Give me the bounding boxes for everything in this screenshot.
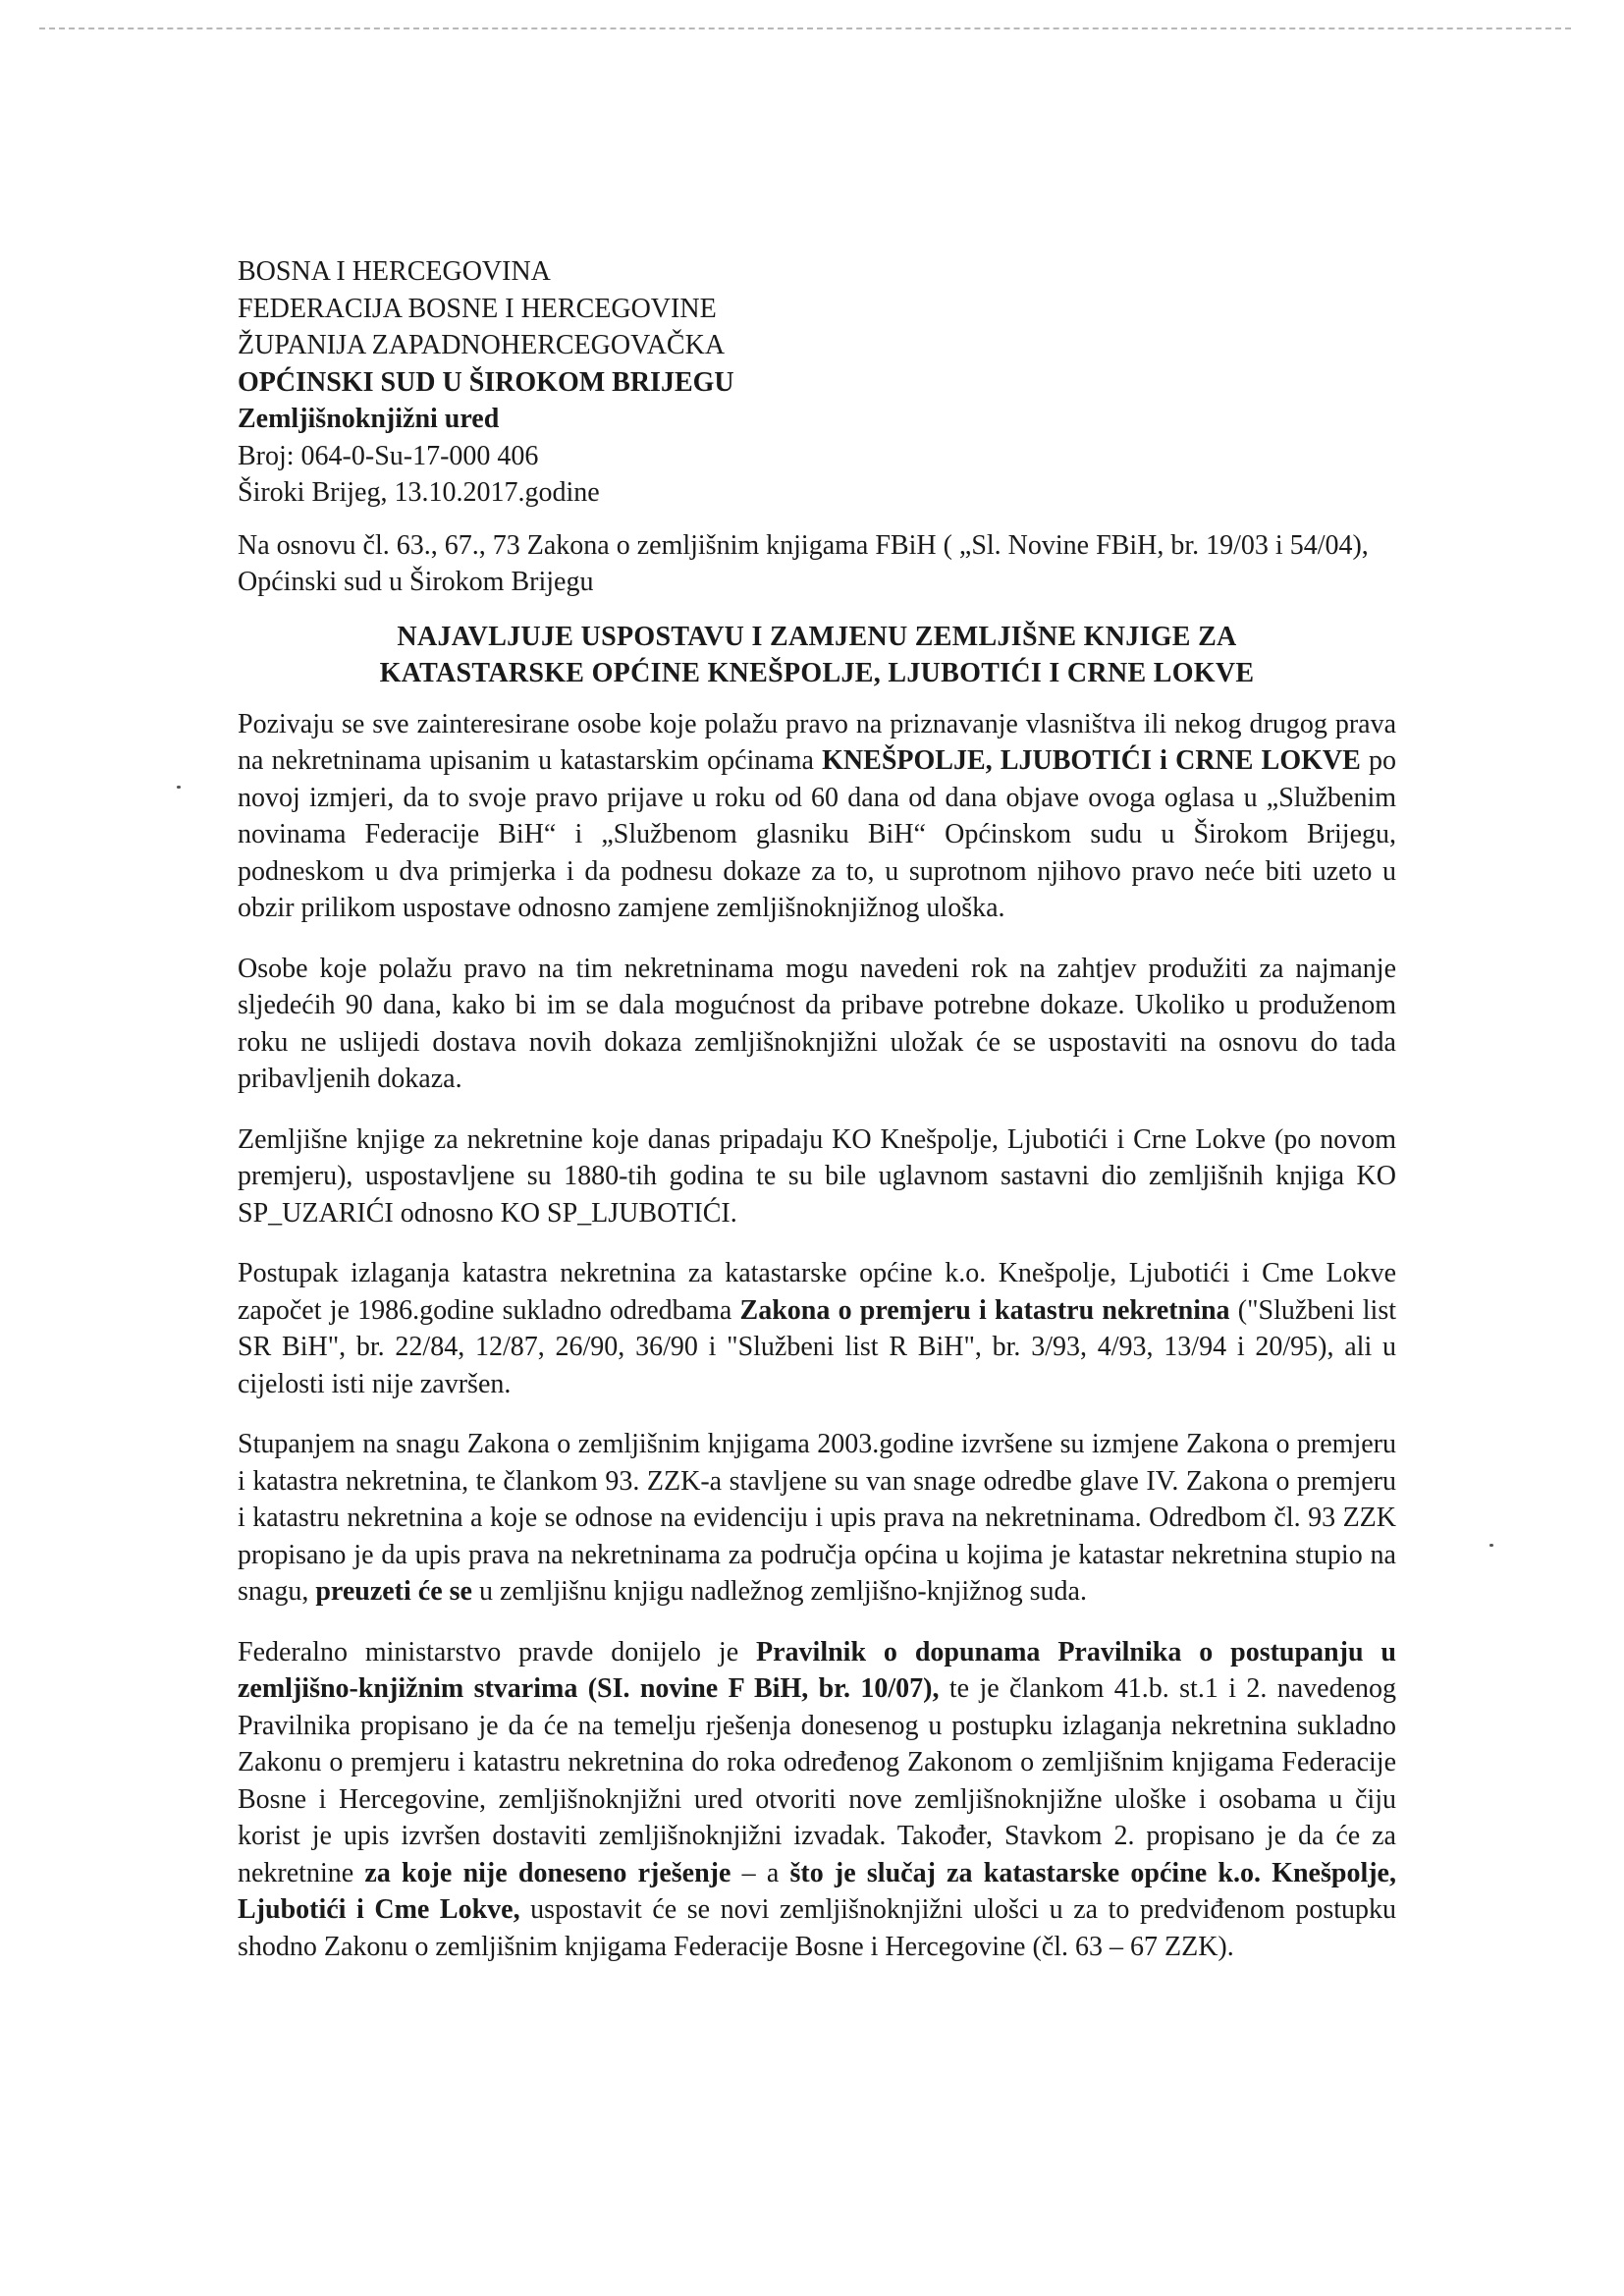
header-case-number: Broj: 064-0-Su-17-000 406 — [238, 440, 539, 471]
header-country: BOSNA I HERCEGOVINA — [238, 256, 551, 287]
scan-speck — [1489, 1544, 1493, 1547]
header-court: OPĆINSKI SUD U ŠIROKOM BRIJEGU — [238, 366, 734, 398]
p4-text-a: Postupak izlaganja katastra nekretnina za katastarske općine k.o. Knešpolje, Ljubotići i Cme Lokve započet je 1986.godine sukladno odredbama — [238, 1258, 1396, 1326]
p6-text-c: te je člankom 41.b. st.1 i 2. navedenog Pravilnika propisano je da će na temelju rješenja donesenog u postupku izlaganja nekretnina sukladno Zakonu o premjeru i katastru nekretnina do roka određenog Zakonom o zemljišnim knjigama Federacije Bosne i Hercegovine, zemljišnoknjižni ured otvoriti nove zemljišnoknjižne uloške i osobama u čiju korist je upis izvršen dostaviti zemljišnoknjižni izvadak. Također, Stavkom 2. propisano je da će za nekretnine — [238, 1673, 1396, 1888]
p5-emphasis: preuzeti će se — [315, 1576, 472, 1607]
header-federation: FEDERACIJA BOSNE I HERCEGOVINE — [238, 293, 717, 324]
p1-text-c: po novoj izmjeri, da to svoje pravo prijave u roku od 60 dana od dana objave ovoga oglasa u „Službenim novinama Federacije BiH“ i „Službenom glasniku BiH“ Općinskom sudu u Širokom Brijegu, podneskom u dva primjerka i da podnesu dokaze za to, u suprotnom njihovo pravo neće biti uzeto u obzir prilikom uspostave odnosno zamjene zemljišnoknjižnog uloška. — [238, 745, 1397, 923]
p4-text-c: ("Službeni list SR BiH", br. 22/84, 12/87, 26/90, 36/90 i "Službeni list R BiH", br. 3/93, 4/93, 13/94 i 20/95), ali u cijelosti isti nije završen. — [238, 1294, 1396, 1399]
p1-text-a: Pozivaju se sve zainteresirane osobe koje polažu pravo na priznavanje vlasništva ili nekog drugog prava na nekretninama upisanim u katastarskim općinama — [238, 708, 1396, 776]
paragraph-2: Osobe koje polažu pravo na tim nekretninama mogu navedeni rok na zahtjev produžiti za najmanje sljedećih 90 dana, kako bi im se dala mogućnost da pribave potrebne dokaze. Ukoliko u produženom roku ne uslijedi dostava novih dokaza zemljišnoknjižni uložak će se uspostaviti na osnovu do tada pribavljenih dokaza. — [238, 953, 1396, 1094]
p6-case-municipalities: što je slučaj za katastarske općine k.o. Knešpolje, Ljubotići i Cme Lokve, — [238, 1857, 1396, 1925]
title-line-1: NAJAVLJUJE USPOSTAVU I ZAMJENU ZEMLJIŠNE KNJIGE ZA — [397, 621, 1237, 652]
intro-text: Na osnovu čl. 63., 67., 73 Zakona o zemljišnim knjigama FBiH ( „Sl. Novine FBiH, br. 19/03 i 54/04), Općinski sud u Širokom Brijegu — [238, 529, 1369, 597]
scan-speck — [177, 786, 181, 789]
paragraph-6 — [238, 1634, 1396, 1966]
p5-text-c: u zemljišnu knjigu nadležnog zemljišno-knjižnog suda. — [471, 1576, 1087, 1607]
p6-text-e: – a — [731, 1857, 790, 1888]
paragraph-4 — [238, 1255, 1396, 1402]
p6-regulation-name: Pravilnik o dopunama Pravilnika o postupanju u zemljišno-knjižnim stvarima (SI. novine F BiH, br. 10/07), — [238, 1636, 1396, 1704]
p6-no-decision: za koje nije doneseno rješenje — [364, 1857, 731, 1888]
paragraph-3: Zemljišne knjige za nekretnine koje danas pripadaju KO Knešpolje, Ljubotići i Crne Lokve (po novom premjeru), uspostavljene su 1880-tih godina te su bile uglavnom sastavni dio zemljišnih knjiga KO SP_UZARIĆI odnosno KO SP_LJUBOTIĆI. — [238, 1123, 1396, 1229]
scan-edge-line — [39, 27, 1571, 29]
announcement-title — [238, 619, 1396, 692]
paragraph-5 — [238, 1426, 1396, 1611]
p6-text-g: uspostavit će se novi zemljišnoknjižni ulošci u za to predviđenom postupku shodno Zakonu o zemljišnim knjigama Federacije Bosne i Hercegovine (čl. 63 – 67 ZZK). — [238, 1894, 1396, 1962]
p6-text-a: Federalno ministarstvo pravde donijelo je — [238, 1636, 757, 1667]
court-header — [238, 253, 1396, 512]
header-office: Zemljišnoknjižni ured — [238, 404, 500, 434]
p4-law-name: Zakona o premjeru i katastru nekretnina — [739, 1294, 1230, 1326]
p1-municipalities: KNEŠPOLJE, LJUBOTIĆI i CRNE LOKVE — [822, 745, 1361, 776]
title-line-2: KATASTARSKE OPĆINE KNEŠPOLJE, LJUBOTIĆI I CRNE LOKVE — [379, 658, 1255, 688]
header-canton: ŽUPANIJA ZAPADNOHERCEGOVAČKA — [238, 330, 726, 360]
paragraph-1 — [238, 706, 1396, 927]
p5-text-a: Stupanjem na snagu Zakona o zemljišnim knjigama 2003.godine izvršene su izmjene Zakona o premjeru i katastra nekretnina, te člankom 93. ZZK-a stavljene su van snage odredbe glave IV. Zakona o premjeru i katastru nekretnina a koje se odnose na evidenciju i upis prava na nekretninama. Odredbom čl. 93 ZZK propisano je da upis prava na nekretninama za područja općina u kojima je katastar nekretnina stupio na snagu, — [238, 1429, 1396, 1607]
document-page — [238, 253, 1396, 1989]
header-place-date: Široki Brijeg, 13.10.2017.godine — [238, 477, 600, 508]
